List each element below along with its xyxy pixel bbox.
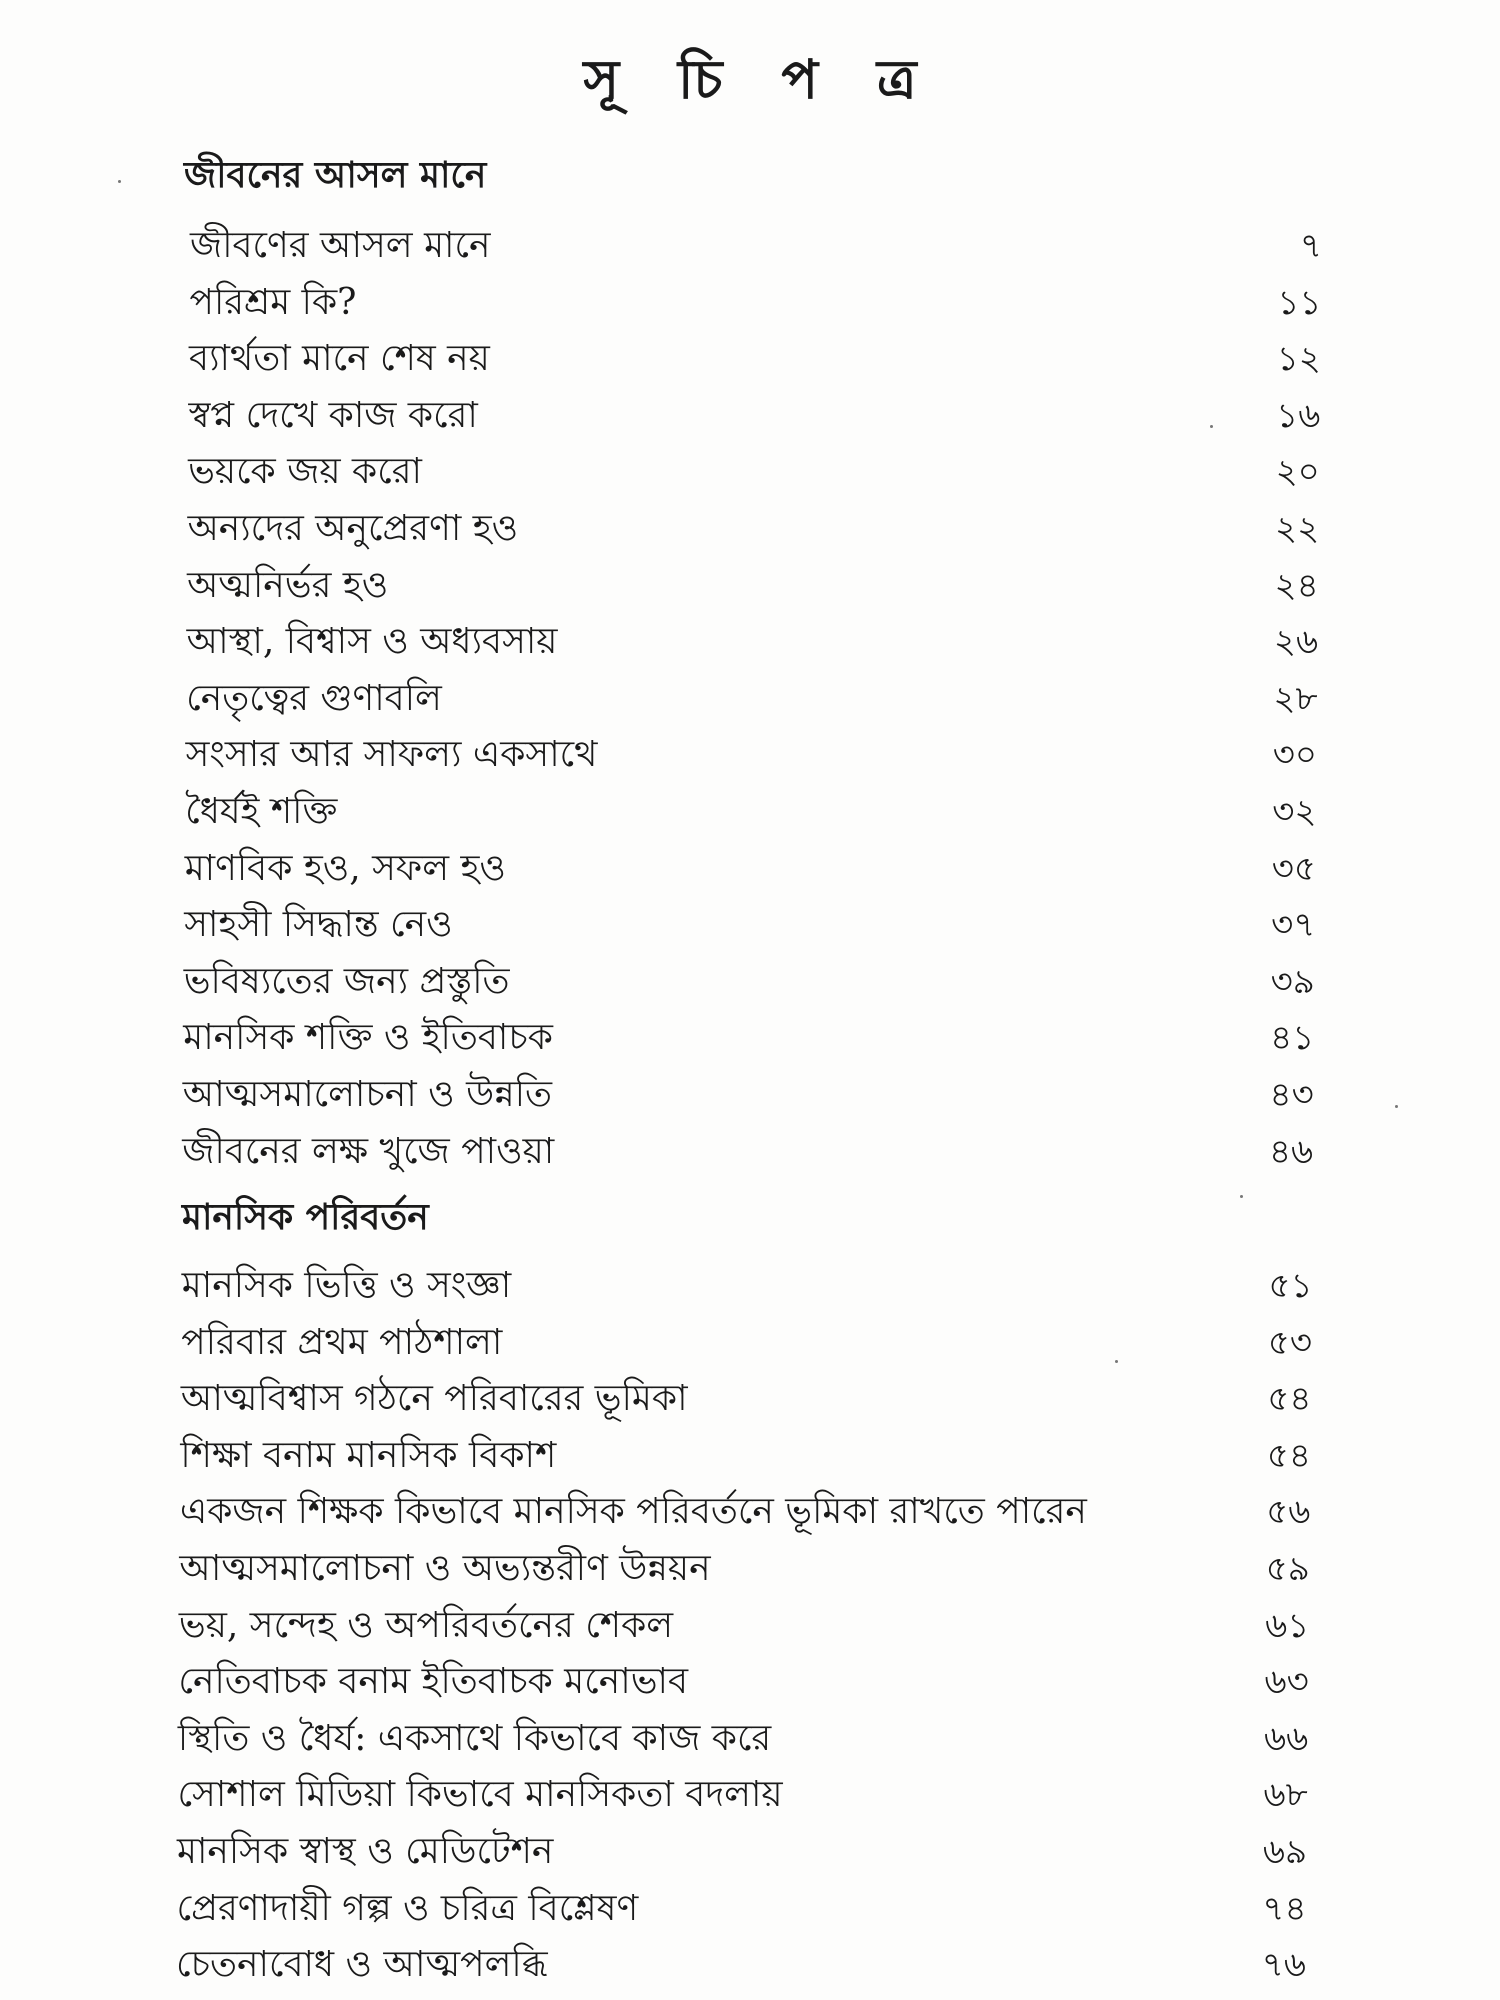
toc-entry-title: নেতিবাচক বনাম ইতিবাচক মনোভাব (178, 1661, 688, 1703)
toc-entry[interactable] (183, 1010, 1314, 1066)
toc-entry[interactable] (184, 897, 1315, 953)
toc-entry-page-number: ৭৪ (1262, 1888, 1307, 1929)
toc-entry-title: জীবণের আসল মানে (190, 225, 491, 266)
toc-entry-page-number: ৩৫ (1271, 848, 1316, 889)
toc-entry-page-number: ২০ (1275, 452, 1320, 493)
toc-entry-page-number: ৬৩ (1264, 1662, 1309, 1703)
toc-entry-page-number: ৩৭ (1271, 905, 1316, 946)
toc-entry-page-number: ৪৬ (1268, 1131, 1314, 1172)
toc-entry-page-number: ৬৯ (1262, 1832, 1308, 1872)
toc-entry-page-number: ৫৬ (1266, 1492, 1311, 1533)
toc-entry-page-number: ২৬ (1273, 622, 1319, 663)
toc-entry[interactable] (190, 218, 1322, 274)
toc-entry-page-number: ৩৯ (1270, 961, 1315, 1002)
section-heading: জীবনের আসল মানে (184, 154, 487, 196)
toc-entry[interactable] (176, 1937, 1306, 1993)
toc-entry-title: মানসিক শক্তি ও ইতিবাচক (183, 1017, 553, 1059)
toc-entry-title: সোশাল মিডিয়া কিভাবে মানসিকতা বদলায় (177, 1774, 783, 1816)
toc-entry-title: আত্মবিশ্বাস গঠনে পরিবারের ভূমিকা (180, 1378, 688, 1420)
toc-entry-page-number: ৬৮ (1263, 1775, 1308, 1816)
toc-entry[interactable] (176, 1881, 1306, 1937)
toc-entry[interactable] (187, 558, 1319, 614)
toc-entry-title: ধৈর্যই শক্তি (185, 791, 338, 832)
toc-entry-title: স্বপ্ন দেখে কাজ করো (188, 394, 478, 436)
toc-entry[interactable] (182, 1124, 1313, 1180)
toc-entry-title: সংসার আর সাফল্য একসাথে (185, 734, 598, 776)
toc-entry-title: মাণবিক হও, সফল হও (184, 847, 506, 889)
scan-speck (1395, 1105, 1398, 1108)
toc-entry[interactable] (186, 671, 1317, 727)
toc-entry[interactable] (188, 444, 1320, 500)
toc-entry[interactable] (185, 784, 1316, 840)
toc-entry[interactable] (189, 331, 1321, 387)
toc-entry-page-number: ৭ (1299, 226, 1322, 266)
toc-entry-title: চেতনাবোধ ও আত্মপলব্ধি (176, 1944, 548, 1986)
toc-entry-title: আত্মসমালোচনা ও অভ্যন্তরীণ উন্নয়ন (179, 1548, 711, 1589)
toc-entry-page-number: ১২ (1276, 339, 1321, 380)
toc-entry-page-number: ১৬ (1276, 395, 1321, 436)
toc-entry-title: জীবনের লক্ষ খুজে পাওয়া (182, 1130, 555, 1172)
toc-entry-title: পরিবার প্রথম পাঠশালা (181, 1321, 503, 1363)
toc-entry[interactable] (181, 1371, 1312, 1427)
toc-entry-page-number: ৫১ (1268, 1266, 1313, 1306)
toc-entry-page-number: ২৪ (1274, 565, 1319, 606)
toc-entry[interactable] (188, 501, 1320, 557)
toc-entry-title: একজন শিক্ষক কিভাবে মানসিক পরিবর্তনে ভূমিকা রাখতে পারেন (179, 1491, 1087, 1533)
toc-entry[interactable] (180, 1484, 1311, 1540)
toc-entry-page-number: ৬৬ (1263, 1718, 1309, 1759)
toc-entry[interactable] (177, 1767, 1307, 1823)
toc-entry-title: স্থিতি ও ধৈর্য: একসাথে কিভাবে কাজ করে (177, 1717, 772, 1759)
toc-entry-title: ভয়কে জয় করো (188, 451, 422, 493)
toc-entry-title: ভয়, সন্দেহ ও অপরিবর্তনের শেকল (178, 1604, 674, 1646)
toc-entry-title: আস্থা, বিশ্বাস ও অধ্যবসায় (186, 621, 558, 663)
toc-entry-title: সাহসী সিদ্ধান্ত নেও (184, 904, 453, 946)
scan-speck (1210, 425, 1213, 428)
toc-entry[interactable] (180, 1428, 1311, 1484)
toc-entry-title: অত্মনির্ভর হও (187, 564, 389, 606)
toc-entry-title: ভবিষ্যতের জন্য প্রস্তুতি (183, 960, 510, 1002)
toc-entry[interactable] (189, 388, 1321, 444)
toc-entry-page-number: ৫৪ (1266, 1435, 1311, 1476)
toc-entry-page-number: ১১ (1277, 282, 1322, 323)
toc-entry-page-number: ৭৬ (1261, 1945, 1306, 1986)
toc-entry[interactable] (181, 1315, 1312, 1371)
toc-entry[interactable] (177, 1824, 1307, 1880)
toc-entry-page-number: ৪১ (1270, 1018, 1315, 1059)
toc-entry-title: প্রেরণাদায়ী গল্প ও চরিত্র বিশ্লেষণ (176, 1887, 639, 1929)
toc-entry[interactable] (185, 841, 1316, 897)
toc-entry[interactable] (178, 1654, 1308, 1710)
toc-entry[interactable] (190, 275, 1322, 331)
toc-entry-title: আত্মসমালোচনা ও উন্নতি (182, 1074, 553, 1115)
toc-entry-page-number: ৫৪ (1267, 1379, 1312, 1420)
toc-entry-page-number: ২৮ (1273, 678, 1318, 719)
toc-entry[interactable] (179, 1598, 1309, 1654)
toc-entry-title: অন্যদের অনুপ্রেরণা হও (187, 508, 519, 549)
toc-entry[interactable] (186, 727, 1317, 783)
toc-entry-title: মানসিক স্বাস্থ ও মেডিটেশন (176, 1831, 554, 1872)
toc-entry-page-number: ৩০ (1272, 735, 1318, 776)
toc-entry[interactable] (179, 1541, 1309, 1597)
toc-entry[interactable] (184, 954, 1315, 1010)
toc-entry-page-number: ৫৩ (1267, 1322, 1313, 1363)
toc-entry[interactable] (187, 614, 1319, 670)
toc-entry-title: পরিশ্রম কি? (189, 281, 357, 323)
toc-entry[interactable] (183, 1067, 1314, 1123)
scan-speck (1240, 1195, 1243, 1198)
toc-entry-title: মানসিক ভিত্তি ও সংজ্ঞা (181, 1265, 512, 1306)
section-heading: মানসিক পরিবর্তন (182, 1196, 429, 1238)
toc-entry-page-number: ৩২ (1272, 792, 1317, 832)
toc-entry[interactable] (178, 1711, 1308, 1767)
toc-entry-page-number: ৬১ (1265, 1605, 1310, 1646)
toc-entry-page-number: ৫৯ (1265, 1549, 1310, 1589)
page-title: সূ চি প ত্র (583, 47, 937, 111)
toc-entry-title: শিক্ষা বনাম মানসিক বিকাশ (180, 1434, 557, 1476)
toc-entry-title: ব্যার্থতা মানে শেষ নয় (189, 338, 490, 380)
scan-speck (1115, 1360, 1118, 1363)
toc-entry-title: নেতৃত্বের গুণাবলি (186, 677, 442, 719)
toc-entry[interactable] (182, 1258, 1313, 1314)
scan-speck (118, 180, 121, 183)
toc-entry-page-number: ২২ (1275, 509, 1320, 549)
toc-entry-page-number: ৪৩ (1269, 1075, 1314, 1115)
